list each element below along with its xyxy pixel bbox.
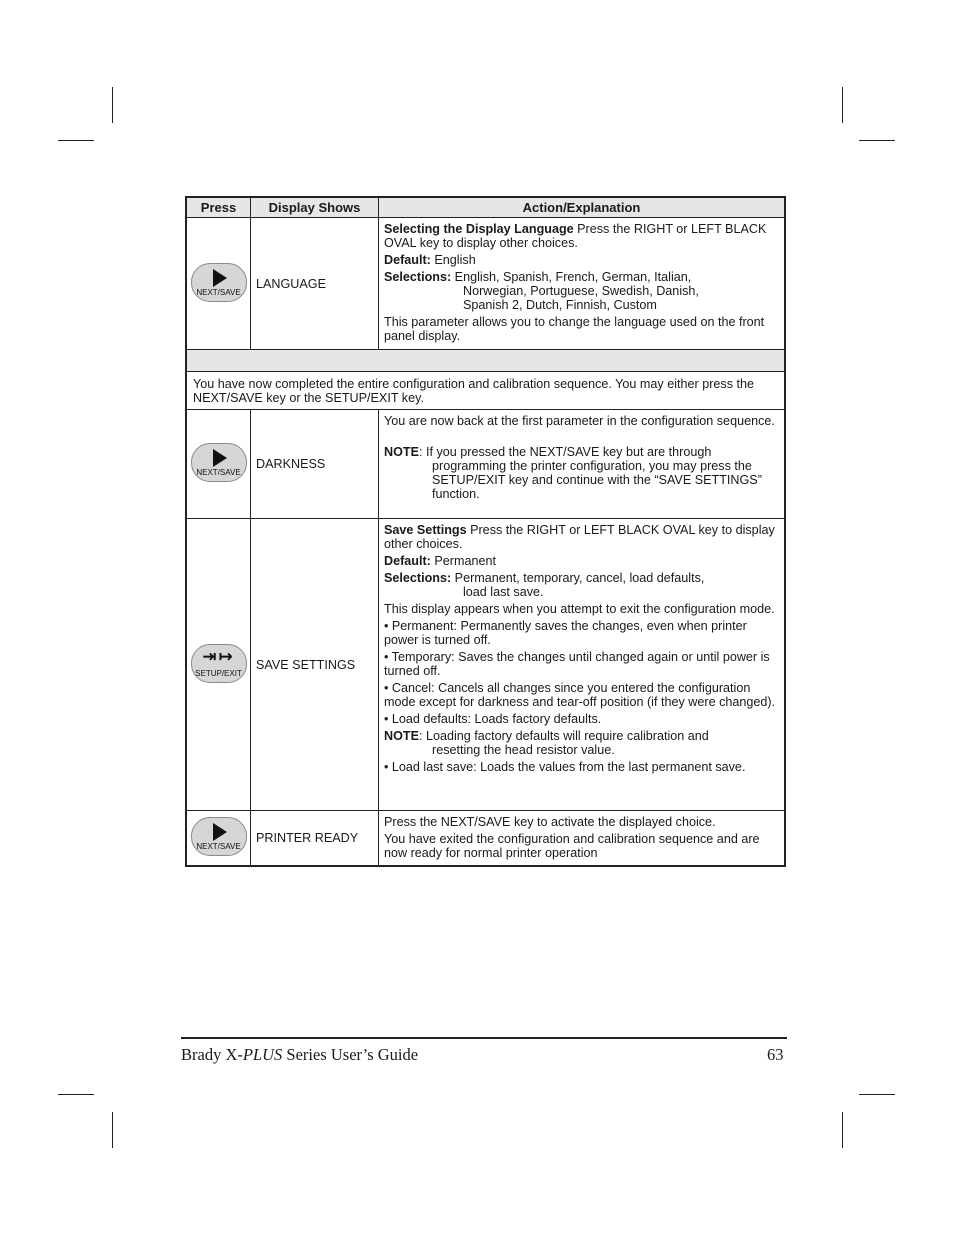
table-header-row	[186, 197, 785, 218]
press-cell	[186, 410, 251, 519]
right-arrow-icon	[213, 269, 227, 287]
crop-mark	[112, 87, 113, 123]
row-title: Selecting the Display Language	[384, 222, 574, 236]
bullet-item: • Load last save: Loads the values from the last permanent save.	[384, 760, 746, 774]
page-number: 63	[767, 1045, 784, 1064]
row-text: You have exited the configuration and calibration sequence and are now ready for normal printer operation	[384, 832, 760, 860]
note-text: resetting the head resistor value.	[432, 743, 615, 757]
setup-exit-key-icon	[191, 644, 247, 683]
bullet-item: • Load defaults: Loads factory defaults.	[384, 712, 602, 726]
table-row	[186, 811, 785, 866]
display-cell: PRINTER READY	[251, 811, 379, 866]
action-cell	[379, 410, 786, 519]
action-cell	[379, 218, 786, 350]
bullet-item: • Permanent: Permanently saves the changes, even when printer power is turned off.	[384, 619, 747, 647]
selections-value: Permanent, temporary, cancel, load defaults,	[451, 571, 705, 585]
header-press: Press	[186, 197, 251, 218]
default-label: Default:	[384, 554, 431, 568]
footer-rule	[181, 1037, 787, 1039]
display-cell: LANGUAGE	[251, 218, 379, 350]
row-title-text: Press the RIGHT or LEFT BLACK OVAL key to display other choices.	[384, 222, 767, 250]
selections-label: Selections:	[384, 270, 452, 284]
action-cell	[379, 811, 786, 866]
selections-value: Spanish 2, Dutch, Finnish, Custom	[463, 298, 657, 312]
right-arrow-icon	[213, 449, 227, 467]
crop-mark	[859, 140, 895, 141]
row-note: This parameter allows you to change the language used on the front panel display.	[384, 315, 765, 343]
section-separator	[186, 350, 785, 372]
key-label: NEXT/SAVE	[196, 468, 241, 477]
selections-value: load last save.	[463, 585, 544, 599]
table-row	[186, 519, 785, 811]
right-arrow-icon	[213, 823, 227, 841]
key-label: NEXT/SAVE	[196, 841, 241, 851]
crop-mark	[112, 1112, 113, 1148]
action-cell	[379, 519, 786, 811]
table-row	[186, 372, 785, 410]
table-row	[186, 410, 785, 519]
note-label: NOTE	[384, 445, 419, 459]
default-value: Permanent	[430, 554, 496, 568]
header-action-explanation: Action/Explanation	[379, 197, 786, 218]
row-title-text: Press the RIGHT or LEFT BLACK OVAL key to display other choices.	[384, 523, 775, 551]
bullet-item: • Cancel: Cancels all changes since you entered the configuration mode except for darkness and tear-off position (if they were changed).	[384, 681, 776, 709]
crop-mark	[842, 1112, 843, 1148]
press-cell	[186, 811, 251, 866]
crop-mark	[58, 1094, 94, 1095]
configuration-table	[185, 196, 786, 867]
press-cell	[186, 218, 251, 350]
crop-mark	[842, 87, 843, 123]
row-title: Save Settings	[384, 523, 467, 537]
note-text: : If you pressed the NEXT/SAVE key but are through	[418, 445, 712, 459]
row-text: You are now back at the first parameter in the configuration sequence.	[384, 414, 775, 428]
completion-message: You have now completed the entire configuration and calibration sequence. You may either press the NEXT/SAVE key or the SETUP/EXIT key.	[186, 372, 785, 410]
row-text: Press the NEXT/SAVE key to activate the displayed choice.	[384, 815, 716, 829]
table-row	[186, 218, 785, 350]
setup-exit-glyph-icon: ⇥↦	[202, 646, 235, 666]
display-cell: SAVE SETTINGS	[251, 519, 379, 811]
key-label: SETUP/EXIT	[195, 668, 242, 678]
note-text: programming the printer configuration, you may press the SETUP/EXIT key and continue with the “SAVE SETTINGS” function.	[432, 459, 762, 501]
footer-title: Brady X-PLUS Series User’s Guide	[181, 1045, 419, 1064]
default-value: English	[430, 253, 476, 267]
next-save-key-icon	[191, 263, 247, 302]
selections-label: Selections:	[384, 571, 452, 585]
next-save-key-icon	[191, 817, 247, 856]
selections-value: English, Spanish, French, German, Italian,	[451, 270, 692, 284]
key-label: NEXT/SAVE	[196, 287, 241, 297]
default-label: Default:	[384, 253, 431, 267]
note-text: : Loading factory defaults will require calibration and	[418, 729, 709, 743]
display-cell: DARKNESS	[251, 410, 379, 519]
crop-mark	[859, 1094, 895, 1095]
row-text: This display appears when you attempt to exit the configuration mode.	[384, 602, 775, 616]
note-label: NOTE	[384, 729, 419, 743]
crop-mark	[58, 140, 94, 141]
next-save-key-icon	[191, 443, 247, 482]
selections-value: Norwegian, Portuguese, Swedish, Danish,	[463, 284, 699, 298]
header-display-shows: Display Shows	[251, 197, 379, 218]
press-cell	[186, 519, 251, 811]
bullet-item: • Temporary: Saves the changes until changed again or until power is turned off.	[384, 650, 770, 678]
